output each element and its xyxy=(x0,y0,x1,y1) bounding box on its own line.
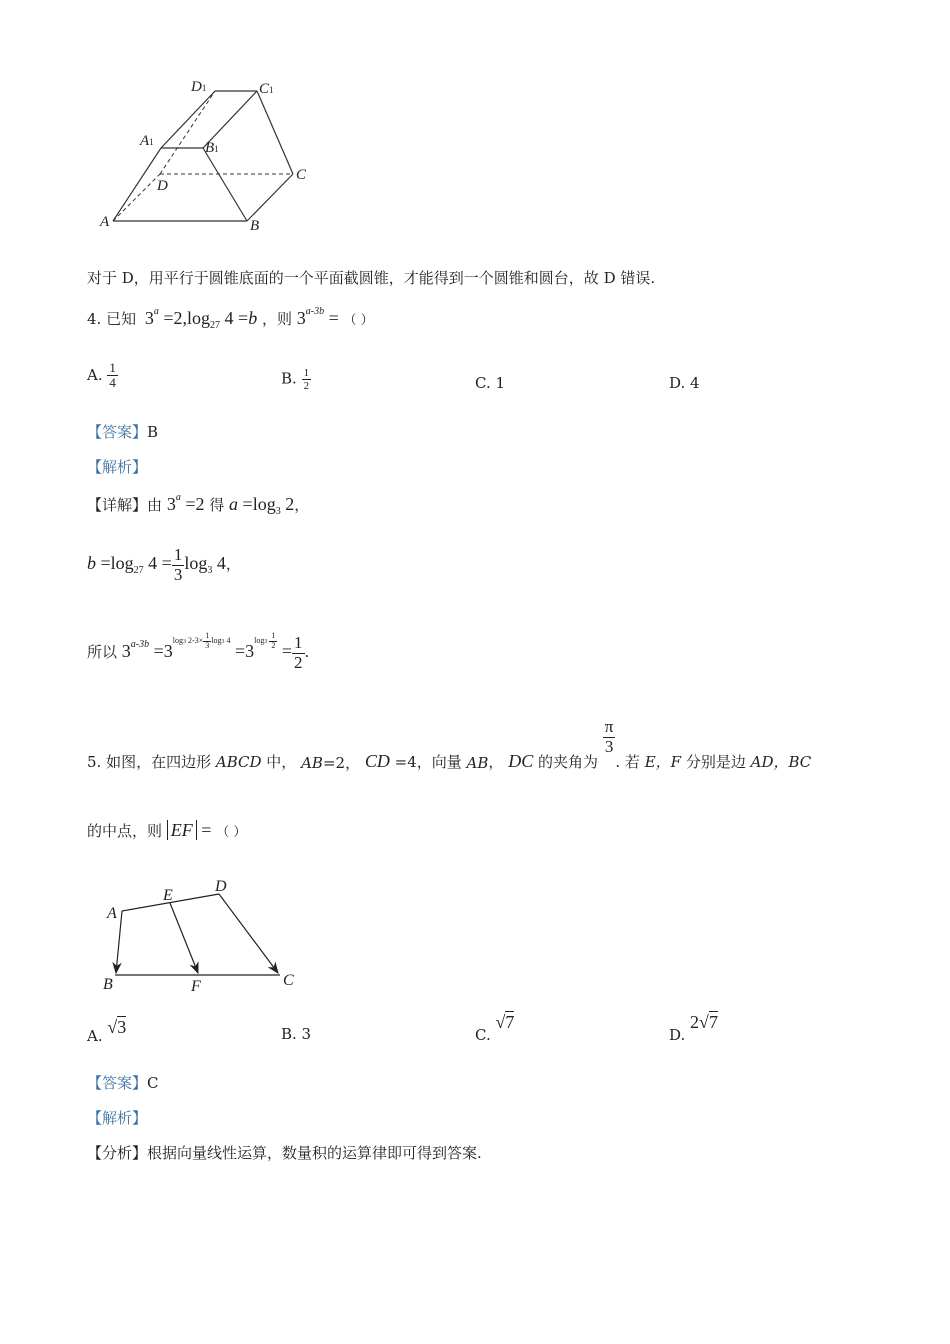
q4-analysis-tag: 【解析】 xyxy=(87,458,148,476)
q5-stem-line1: 5. 如图，在四边形 ABCD 中， AB=2， CD =4，向量 AB， DC 的夹角为 $\frac{\pi}{3}$ . 若 E，F 分别是边 AD，BC xyxy=(87,717,812,773)
fig2-label-E: E xyxy=(163,887,173,904)
q4-option-d[interactable]: D. 4 xyxy=(669,374,700,392)
label-D: D xyxy=(157,178,168,194)
quadrilateral-figure xyxy=(95,874,310,996)
q4-stem: 4. 已知 $3^a =2,\log_{27}$ 4 =b ，则 $3^{a-3b}$ = （ ） xyxy=(87,306,374,331)
label-C1: C1 xyxy=(259,81,274,97)
fig2-label-B: B xyxy=(103,976,113,993)
label-C: C xyxy=(296,167,307,183)
q4-answer: 【答案】B xyxy=(87,423,159,441)
q4-detail-line1: 【详解】由 $3^a =2$ 得 $a =\log_3$ 2， xyxy=(87,492,310,517)
q4-option-a[interactable]: A. $\frac{1}{4}$ xyxy=(87,360,116,391)
label-A: A xyxy=(100,214,110,230)
solid-figure xyxy=(95,74,325,234)
q5-stem-line2: 的中点，则 EF = （ ） xyxy=(87,820,247,840)
q3-conclusion: 对于 D，用平行于圆锥底面的一个平面截圆锥，才能得到一个圆锥和圆台，故 D 错误. xyxy=(87,269,656,287)
q5-analysis-tag: 【解析】 xyxy=(87,1109,148,1127)
q5-answer: 【答案】C xyxy=(87,1074,159,1092)
fig2-label-C: C xyxy=(283,972,294,989)
q4-option-c[interactable]: C. 1 xyxy=(475,374,506,392)
q4-option-b[interactable]: B. $\frac{1}{2}$ xyxy=(281,367,310,393)
q5-option-a[interactable]: A. √3 xyxy=(87,1017,127,1045)
q4-detail-line3: 所以 $3^{a-3b} =3^{log3 2-3\times \frac{1}{3} log3 4} =3^{log3 \frac{1}{2}}$ = $\frac{1}{2}$ . xyxy=(87,631,310,672)
label-B1: B1 xyxy=(205,140,219,156)
fig2-label-F: F xyxy=(191,978,201,995)
q5-option-b[interactable]: B. 3 xyxy=(281,1025,312,1043)
label-A1: A1 xyxy=(140,133,154,149)
label-D1: D1 xyxy=(191,79,207,95)
fig2-label-D: D xyxy=(215,878,227,895)
q4-detail-line2: $b =\log_{27}$ 4 = $\frac{1}{3}$ $\log_3 4$， xyxy=(87,545,241,584)
q5-fenxi: 【分析】根据向量线性运算，数量积的运算律即可得到答案. xyxy=(87,1144,482,1162)
q5-option-c[interactable]: C. √7 xyxy=(475,1012,515,1044)
q5-option-d[interactable]: D. 2√7 xyxy=(669,1012,718,1044)
fig2-label-A: A xyxy=(107,905,117,922)
label-B: B xyxy=(250,218,260,234)
